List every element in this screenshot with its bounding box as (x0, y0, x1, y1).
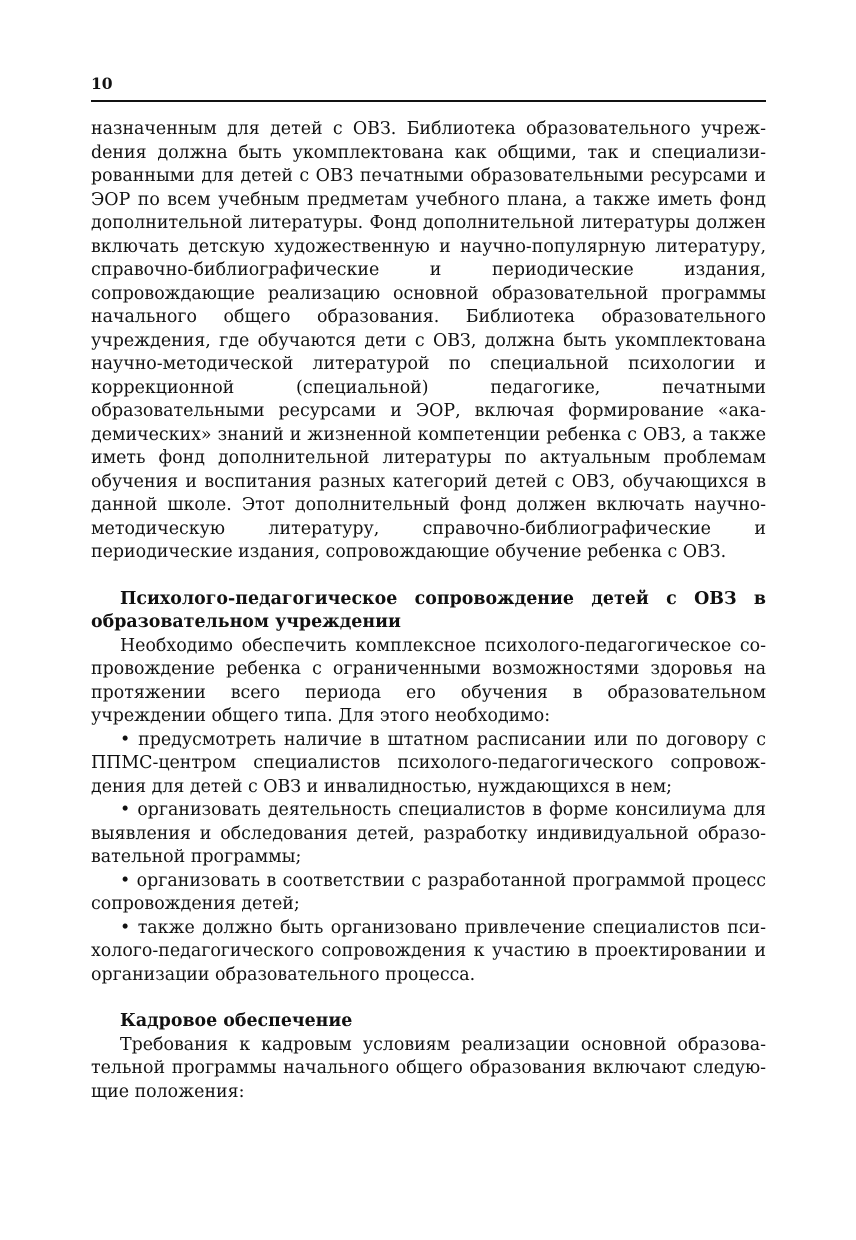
page (91, 68, 766, 1104)
bullet-item (91, 870, 766, 917)
bullet-item (91, 729, 766, 800)
bullet-text: предусмотреть наличие в штатном расписании или по договору с ППМС-центром специалистов психолого-педагогического сопровождения для детей с ОВЗ и инвалидностью, нуждающихся в нем; (91, 729, 767, 797)
section-support-intro: Необходимо обеспечить комплексное психолого-педагогическое сопровождение ребенка с ограниченными возможностями здоровья на протяжении всего периода его обучения в образовательном учреждении общего типа. Для этого необходимо: (91, 635, 766, 726)
bullet-marker: • (120, 800, 131, 820)
section-title-staff: Кадровое обеспечение (120, 1011, 353, 1031)
bullet-marker: • (120, 729, 131, 750)
section-staffing (91, 1010, 766, 1104)
bullet-marker: • (120, 917, 131, 938)
section-psychological-support (91, 588, 766, 988)
bullet-item (91, 917, 766, 988)
section-title-support: Психолого-педагогическое сопровождение детей с ОВЗ в образовательном учреждении (91, 588, 766, 632)
bullet-text: организовать в соответствии с разработанной программой процесс сопровождения детей; (91, 870, 767, 914)
bullet-text: организовать деятельность специалистов в форме консилиума для выявления и обследования детей, разработку индивидуальной образовательной программы; (91, 800, 766, 867)
bullet-item (91, 799, 766, 870)
page-content (91, 118, 766, 1104)
page-number: 10 (91, 74, 113, 93)
page-header (91, 68, 766, 102)
section-staff-intro: Требования к кадровым условиям реализации основной образовательной программы начального общего образования включают следующие положения: (91, 1034, 766, 1102)
bullet-text: также должно быть организовано привлечение специалистов психолого-педагогического сопровождения к участию в проектировании и организации образовательного процесса. (91, 917, 767, 985)
bullet-marker: • (120, 870, 131, 891)
intro-paragraph: назначенным для детей с ОВЗ. Библиотека образовательного учрежdения должна быть укомплектована как общими, так и специализированными для детей с ОВЗ печатными образовательными ресурсами и ЭОР по всем учебным предметам учебного плана, а также иметь фонд дополнительной литературы. Фонд дополнительной литературы должен включать детскую художественную и научно-популярную литературу, справочно-библиографические и периодические издания, сопровождающие реализацию основной образовательной программы начального общего образования. Библиотека образовательного учреждения, где обучаются дети с ОВЗ, должна быть укомплектована научно-методической литературой по специальной психологии и коррекционной (специальной) педагогике, печатными образовательными ресурсами и ЭОР, включая формирование «академических» знаний и жизненной компетенции ребенка с ОВЗ, а также иметь фонд дополнительной литературы по актуальным проблемам обучения и воспитания разных категорий детей с ОВЗ, обучающихся в данной школе. Этот дополнительный фонд должен включать научно-методическую литературу, справочно-библиографические и периодические издания, сопровождающие обучение ребенка с ОВЗ. (91, 119, 766, 562)
